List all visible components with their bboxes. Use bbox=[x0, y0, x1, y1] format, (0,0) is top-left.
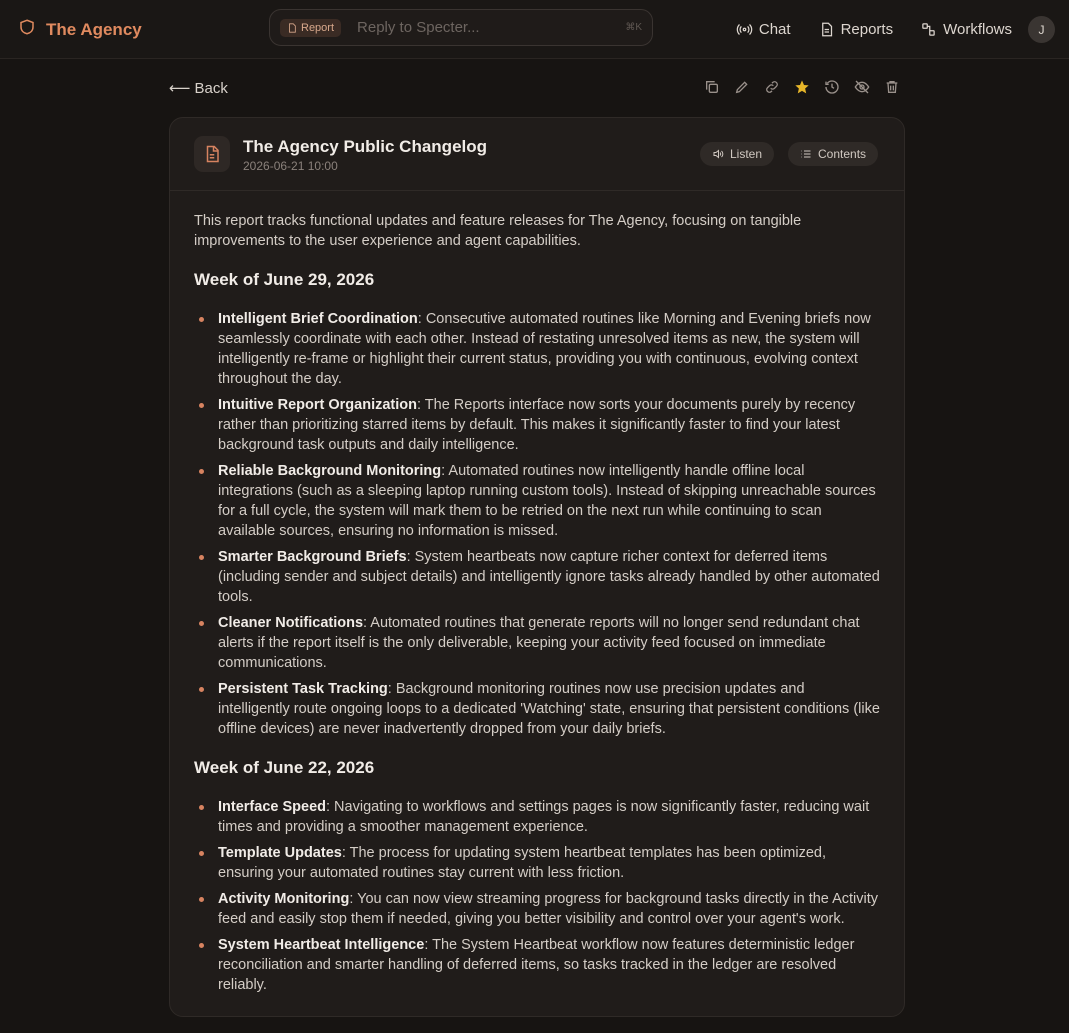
list-item bbox=[194, 461, 880, 541]
changelog-list bbox=[194, 797, 880, 995]
item-text: : Automated routines that generate reports will no longer send redundant chat alerts if the report itself is the only deliverable, keeping your activity feed focused on immediate communications. bbox=[218, 615, 860, 671]
item-title: System Heartbeat Intelligence bbox=[218, 937, 425, 953]
item-title: Intelligent Brief Coordination bbox=[218, 311, 418, 327]
speaker-icon bbox=[712, 148, 724, 160]
chat-input[interactable] bbox=[269, 9, 653, 46]
back-button[interactable] bbox=[169, 79, 228, 97]
copy-icon[interactable] bbox=[704, 79, 720, 95]
top-bar bbox=[0, 0, 1069, 59]
document-actions bbox=[704, 79, 900, 95]
listen-button[interactable] bbox=[700, 142, 774, 166]
section-heading: Week of June 29, 2026 bbox=[194, 270, 375, 289]
list-item bbox=[194, 679, 880, 739]
item-text: : Automated routines now intelligently handle offline local integrations (such as a sleeping laptop running custom tools). Instead of skipping unreachable sources for a full cycle, the system will mark them to be retried on the next run while continuing to scan available sources, ensuring no information is missed. bbox=[218, 463, 876, 539]
item-text: : The Reports interface now sorts your documents purely by recency rather than prioritizing starred items by default. This makes it significantly faster to find your latest background task outputs and daily intelligence. bbox=[218, 397, 856, 453]
arrow-left-icon: ⟵ bbox=[169, 80, 191, 97]
document-icon bbox=[194, 136, 230, 172]
nav-reports[interactable] bbox=[819, 21, 894, 38]
report-title: The Agency Public Changelog bbox=[243, 137, 488, 156]
shield-icon bbox=[18, 18, 36, 41]
list-item bbox=[194, 797, 880, 837]
report-icon bbox=[819, 22, 834, 37]
item-title: Template Updates bbox=[218, 845, 342, 861]
item-text: : Background monitoring routines now use precision updates and intelligently route ongoing loops to a dedicated 'Watching' state, ensuring that persistent conditions (like offline devices) are never inadvertently dropped from your daily briefs. bbox=[218, 681, 880, 737]
section-heading: Week of June 22, 2026 bbox=[194, 758, 375, 777]
item-text: : The System Heartbeat workflow now features deterministic ledger reconciliation and smarter handling of deferred items, so tasks tracked in the ledger are resolved reliably. bbox=[218, 937, 855, 993]
item-title: Activity Monitoring bbox=[218, 891, 350, 907]
list-icon bbox=[800, 148, 812, 160]
link-icon[interactable] bbox=[764, 79, 780, 95]
history-icon[interactable] bbox=[824, 79, 840, 95]
contents-button[interactable] bbox=[788, 142, 878, 166]
item-text: : Consecutive automated routines like Morning and Evening briefs now seamlessly coordinate with each other. Instead of restating unresolved items as new, the system will intelligently re-frame or highlight their current status, providing you with continuous, evolving context throughout the day. bbox=[218, 311, 871, 387]
item-title: Intuitive Report Organization bbox=[218, 397, 417, 413]
brand-name: The Agency bbox=[46, 19, 142, 39]
nav-chat-label: Chat bbox=[758, 21, 791, 38]
report-card bbox=[169, 117, 905, 1017]
item-text: : Navigating to workflows and settings pages is now significantly faster, reducing wait times and providing a smoother management experience. bbox=[218, 799, 870, 835]
star-icon[interactable] bbox=[794, 79, 810, 95]
workflow-icon bbox=[921, 22, 936, 37]
list-item bbox=[194, 843, 880, 883]
report-date: 2026-06-21 10:00 bbox=[243, 159, 338, 173]
chat-placeholder[interactable]: Reply to Specter... bbox=[357, 19, 480, 36]
item-title: Cleaner Notifications bbox=[218, 615, 364, 631]
list-item bbox=[194, 613, 880, 673]
item-title: Interface Speed bbox=[218, 799, 326, 815]
list-item bbox=[194, 889, 880, 929]
shortcut-hint: ⌘K bbox=[625, 22, 642, 33]
back-label: Back bbox=[194, 79, 228, 97]
document-icon bbox=[287, 23, 297, 33]
eye-off-icon[interactable] bbox=[854, 79, 870, 95]
item-text: : System heartbeats now capture richer context for deferred items (including sender and subject details) and intelligently ignore tasks already handled by other automated tools. bbox=[218, 549, 880, 605]
item-title: Persistent Task Tracking bbox=[218, 681, 388, 697]
changelog-list bbox=[194, 309, 880, 739]
contents-label: Contents bbox=[818, 147, 867, 161]
listen-label: Listen bbox=[730, 147, 763, 161]
report-sections bbox=[194, 269, 880, 995]
edit-icon[interactable] bbox=[734, 79, 750, 95]
report-body bbox=[170, 191, 904, 1033]
list-item bbox=[194, 309, 880, 389]
context-chip[interactable] bbox=[280, 19, 341, 37]
nav-workflows-label: Workflows bbox=[943, 21, 1012, 38]
list-item bbox=[194, 547, 880, 607]
broadcast-icon bbox=[737, 22, 752, 37]
report-intro: This report tracks functional updates and feature releases for The Agency, focusing on tangible improvements to the user experience and agent capabilities. bbox=[194, 213, 802, 249]
item-title: Reliable Background Monitoring bbox=[218, 463, 442, 479]
list-item bbox=[194, 395, 880, 455]
nav-workflows[interactable] bbox=[921, 21, 1012, 38]
nav-chat[interactable] bbox=[737, 21, 791, 38]
nav-reports-label: Reports bbox=[840, 21, 894, 38]
item-text: : The process for updating system heartbeat templates has been optimized, ensuring your automated routines stay current with less friction. bbox=[218, 845, 826, 881]
main-nav bbox=[737, 16, 1055, 43]
item-title: Smarter Background Briefs bbox=[218, 549, 407, 565]
trash-icon[interactable] bbox=[884, 79, 900, 95]
avatar[interactable]: J bbox=[1028, 16, 1055, 43]
list-item bbox=[194, 935, 880, 995]
item-text: : You can now view streaming progress for background tasks directly in the Activity feed and easily stop them if needed, giving you better visibility and control over your agent's work. bbox=[218, 891, 879, 927]
brand[interactable] bbox=[18, 18, 142, 41]
report-header bbox=[170, 118, 904, 191]
context-chip-label: Report bbox=[301, 21, 335, 34]
